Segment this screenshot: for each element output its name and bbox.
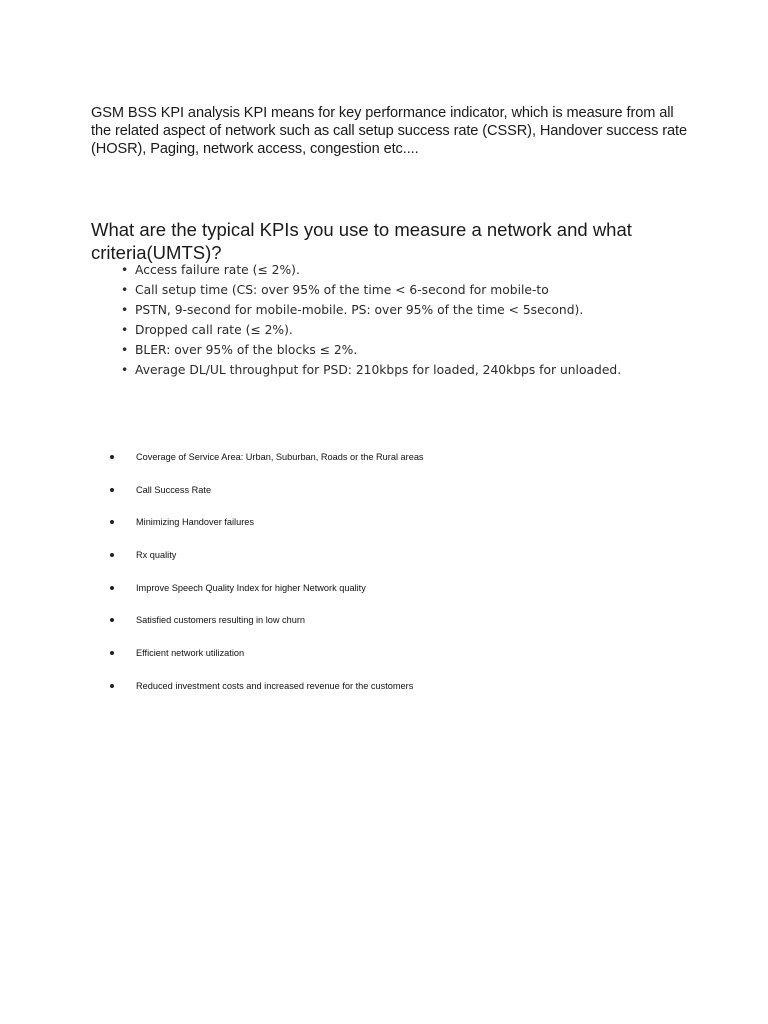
list-item-text: Call setup time (CS: over 95% of the time < 6-second for mobile-to <box>135 283 549 297</box>
bullet-icon <box>110 618 114 622</box>
list-item-text: Access failure rate (≤ 2%). <box>135 263 300 277</box>
bullet-icon: • <box>121 303 129 317</box>
bullet-icon <box>110 651 114 655</box>
list-item-text: Call Success Rate <box>136 484 212 495</box>
list-item-text: Satisfied customers resulting in low churn <box>136 615 306 626</box>
list-item <box>121 360 621 380</box>
section-heading: What are the typical KPIs you use to measure a network and what criteria(UMTS)? <box>91 219 632 263</box>
list-item-text: Reduced investment costs and increased revenue for the customers <box>136 680 414 691</box>
bullet-icon: • <box>121 283 129 297</box>
bullet-icon: • <box>121 363 129 377</box>
bullet-icon <box>110 455 114 459</box>
list-item-text: Average DL/UL throughput for PSD: 210kbps for loaded, 240kbps for unloaded. <box>135 363 622 377</box>
bullet-icon <box>110 520 114 524</box>
list-item <box>121 300 621 320</box>
bullet-icon: • <box>121 263 129 277</box>
bullet-icon: • <box>121 323 129 337</box>
list-item-text: Rx quality <box>136 550 177 561</box>
list-item <box>121 260 621 280</box>
list-item-text: Minimizing Handover failures <box>136 517 254 528</box>
list-item-text: Dropped call rate (≤ 2%). <box>135 323 293 337</box>
list-item-text: BLER: over 95% of the blocks ≤ 2%. <box>135 343 358 357</box>
bullet-icon: • <box>121 343 129 357</box>
list-item-text: Improve Speech Quality Index for higher Network quality <box>136 582 366 593</box>
list-item <box>121 320 621 340</box>
list-item-text: Coverage of Service Area: Urban, Suburban, Roads or the Rural areas <box>136 452 424 462</box>
bullet-icon <box>110 684 114 688</box>
list-item <box>121 280 621 300</box>
intro-paragraph: GSM BSS KPI analysis KPI means for key performance indicator, which is measure from all the related aspect of network such as call setup success rate (CSSR), Handover success rate (HOSR), Paging, network access, congestion etc.... <box>91 105 688 157</box>
list-item <box>121 340 621 360</box>
bullet-icon <box>110 586 114 590</box>
bullet-icon <box>110 488 114 492</box>
list-item-text: Efficient network utilization <box>136 648 245 659</box>
list-item-text: PSTN, 9-second for mobile-mobile. PS: over 95% of the time < 5second). <box>135 303 584 317</box>
bullet-icon <box>110 553 114 557</box>
umts-kpi-list <box>121 260 621 380</box>
